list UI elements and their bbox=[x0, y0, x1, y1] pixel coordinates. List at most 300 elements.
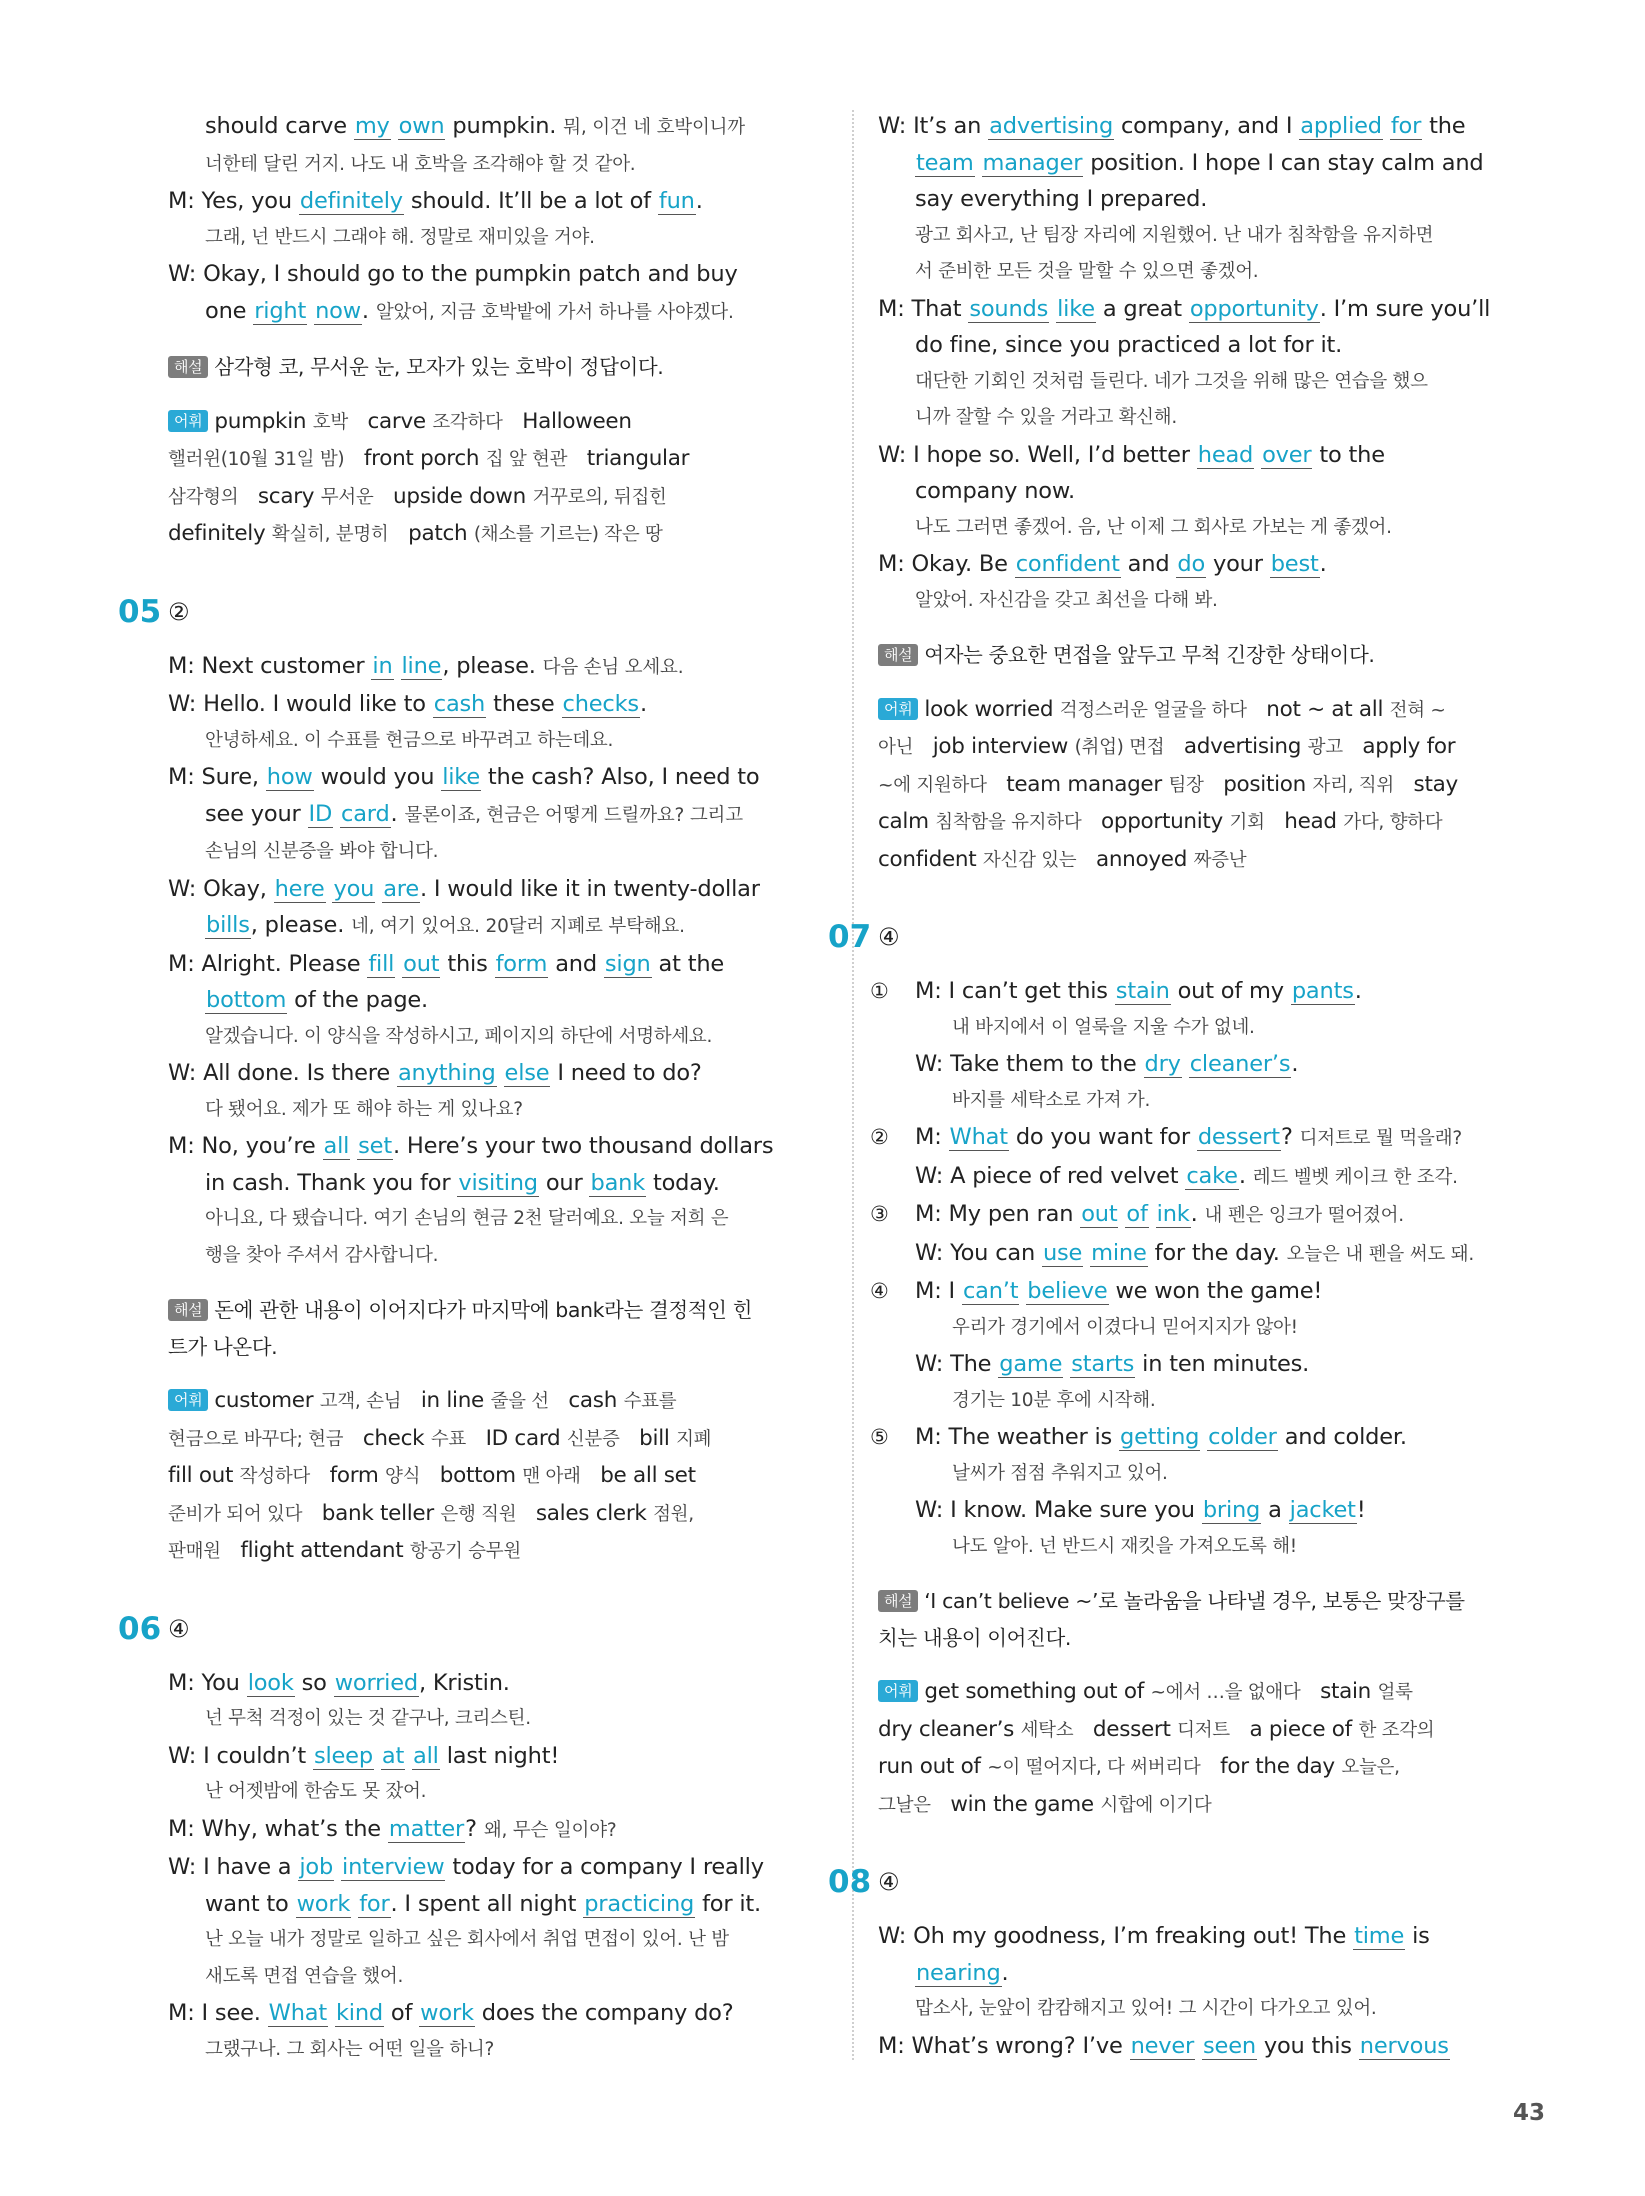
speaker-label: M: bbox=[168, 764, 202, 790]
vocabulary-line bbox=[878, 1749, 1558, 1787]
dialogue-text: so bbox=[294, 1669, 334, 1696]
vocabulary-meaning: 얼룩 bbox=[1377, 1682, 1413, 1703]
vocabulary-term: upside down bbox=[373, 483, 533, 509]
dialogue-line bbox=[168, 982, 828, 1019]
dialogue-text: Okay. Be bbox=[911, 551, 1015, 577]
korean-translation: 날씨가 점점 추워지고 있어. bbox=[952, 1462, 1168, 1484]
blank-answer: ink bbox=[1156, 1201, 1190, 1227]
dialogue-text: the cash? Also, I need to bbox=[480, 764, 760, 790]
vocabulary-meaning: 디저트 bbox=[1177, 1719, 1230, 1741]
dialogue-line bbox=[878, 1955, 1558, 1992]
blank-answer: advertising bbox=[989, 113, 1114, 139]
vocabulary-meaning: 시합에 이기다 bbox=[1100, 1794, 1212, 1816]
dialogue-text bbox=[374, 1743, 381, 1769]
vocabulary-meaning: 무서운 bbox=[320, 486, 374, 508]
question-07-header bbox=[828, 911, 1558, 973]
dialogue-text: I need to do? bbox=[550, 1060, 702, 1086]
dialogue-text bbox=[1149, 1201, 1156, 1227]
korean-translation: 뭐, 이건 네 호박이니까 bbox=[563, 117, 745, 138]
vocabulary-term: run out of bbox=[878, 1754, 988, 1779]
dialogue-line bbox=[168, 686, 828, 723]
blank-answer: sign bbox=[604, 950, 651, 977]
blank-answer: like bbox=[442, 764, 480, 790]
vocabulary-meaning: 양식 bbox=[385, 1466, 421, 1487]
right-explanation-2 bbox=[878, 1583, 1558, 1656]
vocabulary-meaning: 세탁소 bbox=[1020, 1719, 1074, 1741]
blank-answer: What bbox=[268, 2000, 327, 2026]
dialogue-text: I see. bbox=[201, 2000, 268, 2026]
right-column bbox=[828, 108, 1558, 2064]
vocabulary-meaning: 항공기 승무원 bbox=[409, 1541, 521, 1562]
blank-answer: ID bbox=[308, 800, 333, 827]
vocabulary-term: bottom bbox=[420, 1463, 523, 1488]
korean-translation: 넌 무척 걱정이 있는 것 같구나, 크리스틴. bbox=[205, 1708, 531, 1729]
vocabulary-line bbox=[878, 767, 1558, 805]
dialogue-text: in ten minutes. bbox=[1135, 1351, 1310, 1377]
explanation-tag: 해설 bbox=[878, 1590, 918, 1612]
dialogue-text: That bbox=[911, 295, 969, 322]
blank-answer: nearing bbox=[916, 1959, 1001, 1986]
dialogue-text: at the bbox=[651, 950, 725, 977]
blank-answer: getting bbox=[1120, 1424, 1200, 1450]
vocabulary-term: sales clerk bbox=[516, 1500, 654, 1526]
speaker-label: M: bbox=[878, 295, 912, 322]
blank-answer: visiting bbox=[458, 1169, 538, 1196]
vocabulary-term: pumpkin bbox=[214, 408, 313, 434]
question-number: 07 bbox=[828, 919, 872, 955]
vocabulary-term: position bbox=[1203, 771, 1313, 797]
korean-translation: 난 어젯밤에 한숨도 못 잤어. bbox=[205, 1781, 427, 1802]
korean-translation: 오늘은 내 펜을 써도 돼. bbox=[1286, 1243, 1475, 1265]
dialogue-text bbox=[497, 1060, 504, 1086]
blank-answer: for bbox=[359, 1890, 390, 1917]
dialogue-text: . bbox=[1319, 551, 1327, 577]
vocabulary-meaning: 은행 직원 bbox=[440, 1503, 517, 1525]
dialogue-text: does the company do? bbox=[474, 2000, 734, 2026]
vocabulary-term: dry cleaner’s bbox=[878, 1716, 1021, 1742]
vocabulary-term: front porch bbox=[344, 446, 486, 471]
dialogue-line bbox=[878, 2028, 1558, 2065]
question-number: 06 bbox=[118, 1610, 162, 1647]
dialogue-text: . bbox=[1190, 1201, 1205, 1227]
korean-translation: 너한테 달린 거지. 나도 내 호박을 조각해야 할 것 같아. bbox=[205, 153, 636, 175]
vocabulary-term: definitely bbox=[168, 521, 272, 546]
speaker-label: M: bbox=[168, 188, 202, 214]
vocabulary-meaning: 자신감 있는 bbox=[982, 849, 1077, 871]
blank-answer: best bbox=[1270, 551, 1319, 577]
dialogue-text: for the day. bbox=[1147, 1239, 1287, 1266]
blank-answer: fun bbox=[658, 188, 695, 214]
vocabulary-term: bill bbox=[619, 1425, 677, 1451]
left-vocabulary-1 bbox=[168, 404, 828, 554]
dialogue-text: see your bbox=[205, 800, 308, 827]
dialogue-text: No, you’re bbox=[201, 1133, 323, 1159]
vocabulary-tag: 어휘 bbox=[878, 1680, 918, 1702]
left-top-dialogue bbox=[168, 108, 828, 331]
dialogue-text: I hope so. Well, I’d better bbox=[913, 441, 1197, 468]
vocabulary-term: patch bbox=[388, 521, 474, 546]
speaker-label: M: bbox=[915, 1424, 949, 1450]
dialogue-text bbox=[1195, 2033, 1202, 2059]
choice-number: ③ bbox=[870, 1202, 889, 1226]
dialogue-line bbox=[878, 1346, 1558, 1383]
blank-answer: you bbox=[333, 875, 375, 902]
choice-number: ① bbox=[870, 979, 889, 1003]
blank-answer: own bbox=[398, 113, 445, 139]
dialogue-line bbox=[168, 648, 828, 687]
blank-answer: at bbox=[381, 1742, 405, 1769]
speaker-label: M: bbox=[168, 1669, 202, 1696]
explanation-text: 돈에 관한 내용이 이어지다가 마지막에 bank라는 결정적인 힌 bbox=[214, 1298, 753, 1322]
explanation-line bbox=[168, 1329, 828, 1366]
vocabulary-term: form bbox=[309, 1463, 386, 1488]
blank-answer: seen bbox=[1203, 2032, 1256, 2059]
dialogue-text: the bbox=[1422, 113, 1466, 139]
explanation-text: 치는 내용이 이어진다. bbox=[878, 1625, 1071, 1650]
vocabulary-term: head bbox=[1264, 809, 1344, 834]
left-explanation-1: 해설 삼각형 코, 무서운 눈, 모자가 있는 호박이 정답이다. bbox=[168, 349, 828, 386]
right-vocabulary-2 bbox=[878, 1674, 1558, 1824]
vocabulary-term: a piece of bbox=[1229, 1716, 1359, 1742]
dialogue-text: . bbox=[361, 297, 376, 324]
dialogue-line bbox=[168, 1738, 828, 1775]
vocabulary-meaning: 핼러윈(10월 31일 밤) bbox=[168, 449, 345, 470]
dialogue-text: . I’m sure you’ll bbox=[1319, 295, 1491, 322]
speaker-label: M: bbox=[915, 1124, 949, 1150]
dialogue-text bbox=[333, 801, 340, 827]
blank-answer: stain bbox=[1115, 978, 1170, 1004]
right-explanation-1: 해설 여자는 중요한 면접을 앞두고 무척 긴장한 상태이다. bbox=[878, 637, 1558, 674]
vocabulary-meaning: 수표를 bbox=[623, 1391, 677, 1412]
dialogue-text: do you want for bbox=[1008, 1124, 1197, 1150]
korean-translation: 우리가 경기에서 이겼다니 믿어지지가 않아! bbox=[952, 1316, 1298, 1338]
vocabulary-term: get something out of bbox=[924, 1679, 1151, 1704]
blank-answer: do bbox=[1177, 551, 1206, 577]
vocabulary-meaning: 집 앞 현관 bbox=[485, 449, 568, 470]
dialogue-text: one bbox=[205, 297, 254, 324]
dialogue-text: Take them to the bbox=[950, 1051, 1144, 1077]
dialogue-text: and bbox=[548, 950, 604, 977]
dialogue-text: , please. bbox=[250, 912, 352, 938]
vocabulary-term: stain bbox=[1300, 1679, 1378, 1704]
blank-answer: kind bbox=[335, 2000, 383, 2026]
vocabulary-tag: 어휘 bbox=[168, 410, 208, 432]
vocabulary-line bbox=[168, 516, 828, 554]
vocabulary-term: annoyed bbox=[1076, 846, 1194, 872]
speaker-label: W: bbox=[915, 1162, 951, 1189]
speaker-label: M: bbox=[168, 1133, 202, 1159]
speaker-label: M: bbox=[915, 978, 949, 1004]
vocabulary-term: stay bbox=[1393, 771, 1458, 797]
dialogue-line bbox=[168, 946, 828, 983]
dialogue-text: today for a company I really bbox=[445, 1854, 764, 1880]
vocabulary-meaning: 작성하다 bbox=[239, 1466, 310, 1487]
vocabulary-meaning: 준비가 되어 있다 bbox=[168, 1503, 303, 1525]
dialogue-line bbox=[168, 1128, 828, 1165]
dialogue-line bbox=[168, 796, 828, 835]
speaker-label: W: bbox=[915, 1497, 951, 1523]
vocabulary-meaning: 자리, 직위 bbox=[1312, 774, 1394, 796]
vocabulary-term: dessert bbox=[1073, 1716, 1178, 1742]
vocabulary-meaning: 전혀 ~ bbox=[1389, 699, 1446, 721]
vocabulary-meaning: 현금으로 바꾸다; 현금 bbox=[168, 1428, 344, 1450]
question-06-header bbox=[118, 1603, 828, 1665]
dialogue-text: our bbox=[538, 1169, 590, 1196]
speaker-label: M: bbox=[915, 1278, 949, 1304]
blank-answer: confident bbox=[1015, 551, 1120, 577]
vocabulary-term: check bbox=[343, 1425, 431, 1451]
vocabulary-line bbox=[878, 1712, 1558, 1750]
blank-answer: out bbox=[403, 950, 440, 977]
explanation-tag: 해설 bbox=[878, 644, 918, 666]
speaker-label: W: bbox=[915, 1239, 951, 1266]
blank-answer: like bbox=[1057, 295, 1095, 322]
vocabulary-term: cash bbox=[548, 1388, 624, 1413]
speaker-label: W: bbox=[168, 1854, 204, 1880]
page-number: 43 bbox=[1512, 2100, 1545, 2126]
dialogue-text: of the page. bbox=[287, 987, 429, 1013]
explanation-line bbox=[168, 1292, 828, 1329]
korean-translation: 네, 여기 있어요. 20달러 지폐로 부탁해요. bbox=[351, 916, 685, 937]
blank-answer: over bbox=[1262, 441, 1312, 468]
vocabulary-meaning: 그날은 bbox=[878, 1794, 931, 1816]
korean-translation: 경기는 10분 후에 시작해. bbox=[952, 1389, 1156, 1411]
dialogue-text bbox=[405, 1743, 412, 1769]
dialogue-text: . bbox=[1238, 1162, 1253, 1189]
korean-translation: 행을 찾아 주셔서 감사합니다. bbox=[205, 1244, 439, 1266]
vocabulary-term: be all set bbox=[580, 1463, 696, 1488]
dialogue-line bbox=[878, 1235, 1558, 1274]
vocabulary-meaning: 가다, 향하다 bbox=[1343, 812, 1443, 833]
blank-answer: pants bbox=[1291, 978, 1354, 1004]
korean-translation: 대단한 기회인 것처럼 들린다. 네가 그것을 위해 많은 연습을 했으 bbox=[915, 370, 1428, 392]
dialogue-text: this bbox=[440, 950, 495, 977]
dialogue-text: a great bbox=[1095, 295, 1189, 322]
column-divider bbox=[852, 110, 854, 2060]
vocabulary-meaning: 기회 bbox=[1229, 812, 1265, 833]
question-08-dialogue bbox=[878, 1918, 1558, 2064]
vocabulary-meaning: 삼각형의 bbox=[168, 486, 239, 508]
question-06-dialogue bbox=[168, 1665, 828, 2069]
vocabulary-term: customer bbox=[214, 1388, 320, 1413]
korean-translation: 새도록 면접 연습을 했어. bbox=[205, 1965, 404, 1987]
vocabulary-meaning: 짜증난 bbox=[1193, 849, 1247, 871]
vocabulary-line bbox=[878, 1674, 1558, 1712]
speaker-label: W: bbox=[168, 875, 204, 902]
korean-translation: 알았어. 자신감을 갖고 최선을 다해 봐. bbox=[915, 589, 1218, 611]
vocabulary-term: scary bbox=[238, 483, 321, 509]
dialogue-text: . bbox=[1291, 1051, 1299, 1077]
korean-translation: 그랬구나. 그 회사는 어떤 일을 하니? bbox=[205, 2038, 494, 2060]
dialogue-line bbox=[168, 1995, 828, 2032]
dialogue-text: . I spent all night bbox=[390, 1890, 584, 1917]
blank-answer: worried bbox=[334, 1669, 418, 1696]
question-07-dialogue bbox=[870, 973, 1558, 1565]
dialogue-text: . bbox=[1354, 978, 1362, 1004]
korean-translation: 광고 회사고, 난 팀장 자리에 지원했어. 난 내가 침착함을 유지하면 bbox=[915, 224, 1434, 246]
question-answer: ② bbox=[168, 597, 190, 626]
dialogue-line bbox=[168, 108, 828, 147]
blank-answer: bring bbox=[1202, 1497, 1261, 1523]
vocabulary-line bbox=[878, 842, 1558, 880]
blank-answer: here bbox=[274, 875, 325, 902]
blank-answer: colder bbox=[1208, 1424, 1277, 1450]
dialogue-text: I know. Make sure you bbox=[950, 1497, 1202, 1523]
vocabulary-meaning: 신분증 bbox=[566, 1428, 620, 1450]
blank-answer: are bbox=[383, 875, 419, 902]
blank-answer: can’t bbox=[962, 1278, 1019, 1304]
vocabulary-term: job interview bbox=[913, 734, 1075, 759]
vocabulary-meaning: 거꾸로의, 뒤집힌 bbox=[532, 486, 667, 508]
blank-answer: dry bbox=[1144, 1051, 1181, 1077]
vocabulary-meaning: 고객, 손님 bbox=[319, 1391, 402, 1412]
dialogue-text: pumpkin. bbox=[445, 113, 564, 139]
speaker-label: W: bbox=[878, 113, 914, 139]
vocabulary-tag: 어휘 bbox=[878, 698, 918, 720]
dialogue-line bbox=[168, 871, 828, 908]
dialogue-text: Okay, bbox=[203, 875, 274, 902]
blank-answer: in bbox=[372, 652, 393, 679]
choice-number: ⑤ bbox=[870, 1425, 889, 1449]
korean-translation: 내 바지에서 이 얼룩을 지울 수가 없네. bbox=[952, 1016, 1255, 1038]
dialogue-text: out of my bbox=[1170, 978, 1291, 1004]
dialogue-text: ! bbox=[1356, 1497, 1366, 1523]
dialogue-text: A piece of red velvet bbox=[950, 1162, 1186, 1189]
blank-answer: work bbox=[296, 1890, 351, 1917]
blank-answer: fill bbox=[368, 950, 395, 977]
speaker-label: W: bbox=[878, 1923, 914, 1949]
blank-answer: dessert bbox=[1197, 1124, 1280, 1150]
dialogue-text: company, and I bbox=[1114, 113, 1300, 139]
vocabulary-term: confident bbox=[878, 846, 983, 872]
korean-translation: 물론이죠, 현금은 어떻게 드릴까요? 그리고 bbox=[404, 804, 743, 826]
dialogue-text bbox=[975, 150, 982, 176]
dialogue-text: would you bbox=[313, 764, 442, 790]
question-answer: ④ bbox=[878, 1868, 900, 1896]
dialogue-text: should carve bbox=[205, 113, 354, 139]
dialogue-text: to the bbox=[1312, 441, 1385, 468]
blank-answer: nervous bbox=[1359, 2032, 1449, 2059]
dialogue-text: I couldn’t bbox=[203, 1742, 313, 1769]
blank-answer: now bbox=[315, 297, 361, 324]
vocabulary-meaning: 팀장 bbox=[1168, 774, 1204, 796]
explanation-line bbox=[878, 1620, 1558, 1657]
blank-answer: time bbox=[1354, 1923, 1405, 1949]
vocabulary-meaning: 광고 bbox=[1307, 737, 1343, 758]
dialogue-text: I can’t get this bbox=[948, 978, 1115, 1004]
question-number: 05 bbox=[118, 593, 162, 630]
dialogue-line bbox=[878, 291, 1558, 328]
blank-answer: game bbox=[999, 1351, 1063, 1377]
vocabulary-line bbox=[168, 1421, 828, 1459]
dialogue-text: All done. Is there bbox=[203, 1060, 397, 1086]
vocabulary-term: calm bbox=[878, 809, 936, 834]
dialogue-line bbox=[878, 546, 1558, 583]
vocabulary-term: ID card bbox=[465, 1425, 567, 1451]
blank-answer: work bbox=[420, 2000, 474, 2026]
dialogue-text: a bbox=[1261, 1497, 1289, 1523]
vocabulary-term: fill out bbox=[168, 1463, 240, 1488]
dialogue-text: today. bbox=[646, 1169, 720, 1196]
blank-answer: right bbox=[254, 297, 307, 324]
blank-answer: practicing bbox=[584, 1890, 695, 1917]
korean-translation: 디저트로 뭘 먹을래? bbox=[1299, 1128, 1462, 1149]
korean-translation: 알았어, 지금 호박밭에 가서 하나를 사야겠다. bbox=[375, 301, 734, 323]
blank-answer: all bbox=[413, 1742, 439, 1769]
blank-answer: believe bbox=[1027, 1278, 1108, 1304]
speaker-label: W: bbox=[915, 1051, 951, 1077]
korean-translation: 그래, 넌 반드시 그래야 해. 정말로 재미있을 거야. bbox=[205, 226, 595, 248]
korean-translation: 알겠습니다. 이 양식을 작성하시고, 페이지의 하단에 서명하세요. bbox=[205, 1025, 713, 1047]
blank-answer: head bbox=[1197, 441, 1254, 468]
blank-answer: form bbox=[495, 950, 548, 977]
blank-answer: job bbox=[299, 1854, 334, 1880]
korean-translation: 아니요, 다 됐습니다. 여기 손님의 현금 2천 달러예요. 오늘 저희 은 bbox=[205, 1208, 729, 1229]
vocabulary-term: triangular bbox=[567, 446, 690, 471]
explanation-text: 트가 나온다. bbox=[168, 1334, 278, 1359]
blank-answer: cake bbox=[1186, 1162, 1238, 1189]
blank-answer: my bbox=[354, 113, 390, 139]
vocabulary-term: opportunity bbox=[1081, 809, 1230, 834]
question-answer: ④ bbox=[878, 923, 900, 951]
speaker-label: M: bbox=[878, 551, 912, 577]
dialogue-text: of bbox=[383, 2000, 420, 2026]
blank-answer: interview bbox=[342, 1854, 445, 1880]
vocabulary-line bbox=[168, 1496, 828, 1534]
dialogue-line bbox=[878, 473, 1558, 510]
dialogue-text: ? bbox=[1280, 1124, 1300, 1150]
blank-answer: all bbox=[323, 1133, 350, 1159]
vocabulary-line bbox=[168, 1458, 828, 1496]
blank-answer: opportunity bbox=[1189, 295, 1319, 322]
blank-answer: starts bbox=[1071, 1351, 1135, 1377]
blank-answer: sleep bbox=[313, 1742, 373, 1769]
left-vocabulary-2 bbox=[168, 1383, 828, 1571]
dialogue-line bbox=[878, 108, 1558, 145]
dialogue-text bbox=[394, 653, 401, 679]
right-top-dialogue bbox=[878, 108, 1558, 619]
vocabulary-line bbox=[878, 729, 1558, 767]
vocabulary-meaning: 판매원 bbox=[168, 1541, 221, 1562]
dialogue-line bbox=[878, 181, 1558, 218]
dialogue-text: your bbox=[1206, 551, 1270, 577]
speaker-label: M: bbox=[915, 1201, 949, 1227]
blank-answer: mine bbox=[1091, 1239, 1147, 1266]
dialogue-text: position. I hope I can stay calm and bbox=[1083, 149, 1484, 176]
dialogue-line bbox=[878, 1492, 1558, 1529]
left-explanation-2 bbox=[168, 1292, 828, 1365]
blank-answer: set bbox=[358, 1133, 392, 1159]
dialogue-text: . bbox=[639, 691, 647, 717]
dialogue-text: I bbox=[948, 1278, 962, 1304]
dialogue-text: is bbox=[1405, 1923, 1430, 1949]
korean-translation: 나도 그러면 좋겠어. 음, 난 이제 그 회사로 가보는 게 좋겠어. bbox=[915, 516, 1392, 538]
blank-answer: else bbox=[504, 1060, 550, 1086]
vocabulary-meaning: 걱정스러운 얼굴을 하다 bbox=[1059, 699, 1247, 721]
blank-answer: matter bbox=[388, 1815, 465, 1842]
dialogue-line bbox=[878, 1918, 1558, 1955]
speaker-label: W: bbox=[168, 691, 204, 717]
vocabulary-term: advertising bbox=[1164, 734, 1308, 759]
dialogue-text bbox=[1182, 1051, 1189, 1077]
speaker-label: M: bbox=[878, 2032, 912, 2059]
dialogue-text: you this bbox=[1256, 2032, 1359, 2059]
choice-number: ④ bbox=[870, 1279, 889, 1303]
blank-answer: cash bbox=[433, 691, 486, 717]
dialogue-text: last night! bbox=[439, 1742, 560, 1769]
vocabulary-meaning: 침착함을 유지하다 bbox=[935, 812, 1082, 833]
dialogue-text: Alright. Please bbox=[201, 950, 368, 977]
